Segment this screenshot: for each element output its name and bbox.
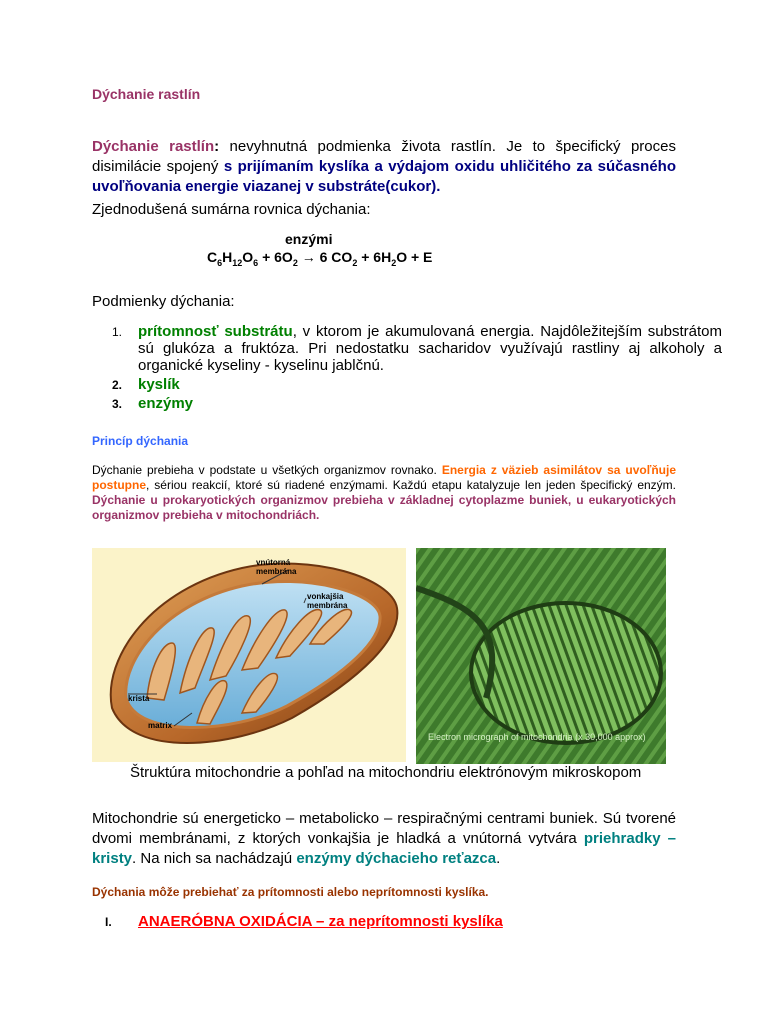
list-item xyxy=(92,376,722,393)
mito-teal-2: enzýmy dýchacieho reťazca xyxy=(296,850,497,867)
equation-intro: Zjednodušená sumárna rovnica dýchania: xyxy=(92,201,371,218)
label-inner-membrane: vnútorná membrána xyxy=(256,558,297,576)
intro-colon: : xyxy=(214,138,220,155)
principle-purple: Dýchanie u prokaryotických organizmov prebieha v základnej cytoplazme buniek, u eukaryotických organizmov prebieha v mitochondriách. xyxy=(92,493,676,522)
intro-text: nevyhnutná podmienka života rastlín. Je to špecifický proces disimilácie spojený xyxy=(92,138,676,175)
principle-text-2: , sériou reakcií, ktoré sú riadené enzýmami. Každú etapu katalyzuje len jeden špecifický enzým. xyxy=(146,478,676,492)
list-item-bold: prítomnosť substrátu xyxy=(138,323,293,340)
principle-orange: Energia z väzieb asimilátov sa uvoľňuje postupne xyxy=(92,463,676,492)
label-outer-membrane: vonkajšia membrána xyxy=(307,592,348,610)
mito-text-1: Mitochondrie sú energeticko – metabolicko – respiračnými centrami buniek. Sú tvorené dvomi membránami, z ktorých vonkajšia je hladká a vnútorná vytvára xyxy=(92,810,676,847)
mitochondria-paragraph xyxy=(92,809,676,869)
section-heading xyxy=(105,913,503,930)
list-item xyxy=(92,323,722,374)
list-item-bold: enzýmy xyxy=(138,395,194,412)
list-number: 3. xyxy=(112,397,123,411)
mito-text-3: . xyxy=(496,850,501,867)
figure-caption: Štruktúra mitochondrie a pohľad na mitochondriu elektrónovým mikroskopom xyxy=(130,764,642,781)
list-number: 2. xyxy=(112,378,123,392)
mito-text-2: . Na nich sa nachádzajú xyxy=(132,850,297,867)
list-item xyxy=(92,395,722,412)
list-item-text: , v ktorom je akumulovaná energia. Najdôležitejším substrátom sú glukóza a fruktóza. Pri nedostatku sacharidov využívajú rastliny aj alkoholy a organické kyseliny - kyselinu jablčnú. xyxy=(138,323,722,374)
equation-formula: $C_6H_{12}O_6 + 6O_2 \to 6$ $CO_2 + 6H_2O + E$ xyxy=(207,249,433,268)
mitochondrion-illustration xyxy=(92,548,406,762)
equation-label: enzými xyxy=(285,231,333,247)
principle-title: Princíp dýchania xyxy=(92,434,189,448)
label-matrix: matrix xyxy=(148,721,173,730)
section-number: I. xyxy=(105,915,112,929)
mitochondrion-diagram xyxy=(92,548,406,762)
mito-teal-1: priehradky – kristy xyxy=(92,830,677,867)
electron-micrograph xyxy=(416,548,666,764)
label-crista: krista xyxy=(128,694,150,703)
intro-lead: Dýchanie rastlín xyxy=(92,138,215,155)
list-item-bold: kyslík xyxy=(138,376,180,393)
principle-paragraph xyxy=(92,463,676,523)
micrograph-caption: Electron micrograph of mitochondria (x 30,000 approx) xyxy=(428,732,646,742)
intro-bold: s prijímaním kyslíka a výdajom oxidu uhličitého za súčasného uvoľňovania energie viazanej v substráte(cukor). xyxy=(92,158,676,195)
intro-paragraph xyxy=(92,137,676,197)
oxygen-note: Dýchania môže prebiehať za prítomnosti alebo neprítomnosti kyslíka. xyxy=(92,885,489,899)
list-number: 1. xyxy=(112,325,123,339)
principle-text-1: Dýchanie prebieha v podstate u všetkých organizmov rovnako. xyxy=(92,463,442,477)
conditions-list xyxy=(92,323,722,412)
conditions-title: Podmienky dýchania: xyxy=(92,293,235,310)
page-title: Dýchanie rastlín xyxy=(92,86,201,102)
section-title: ANAERÓBNA OXIDÁCIA – za neprítomnosti kyslíka xyxy=(138,913,503,930)
